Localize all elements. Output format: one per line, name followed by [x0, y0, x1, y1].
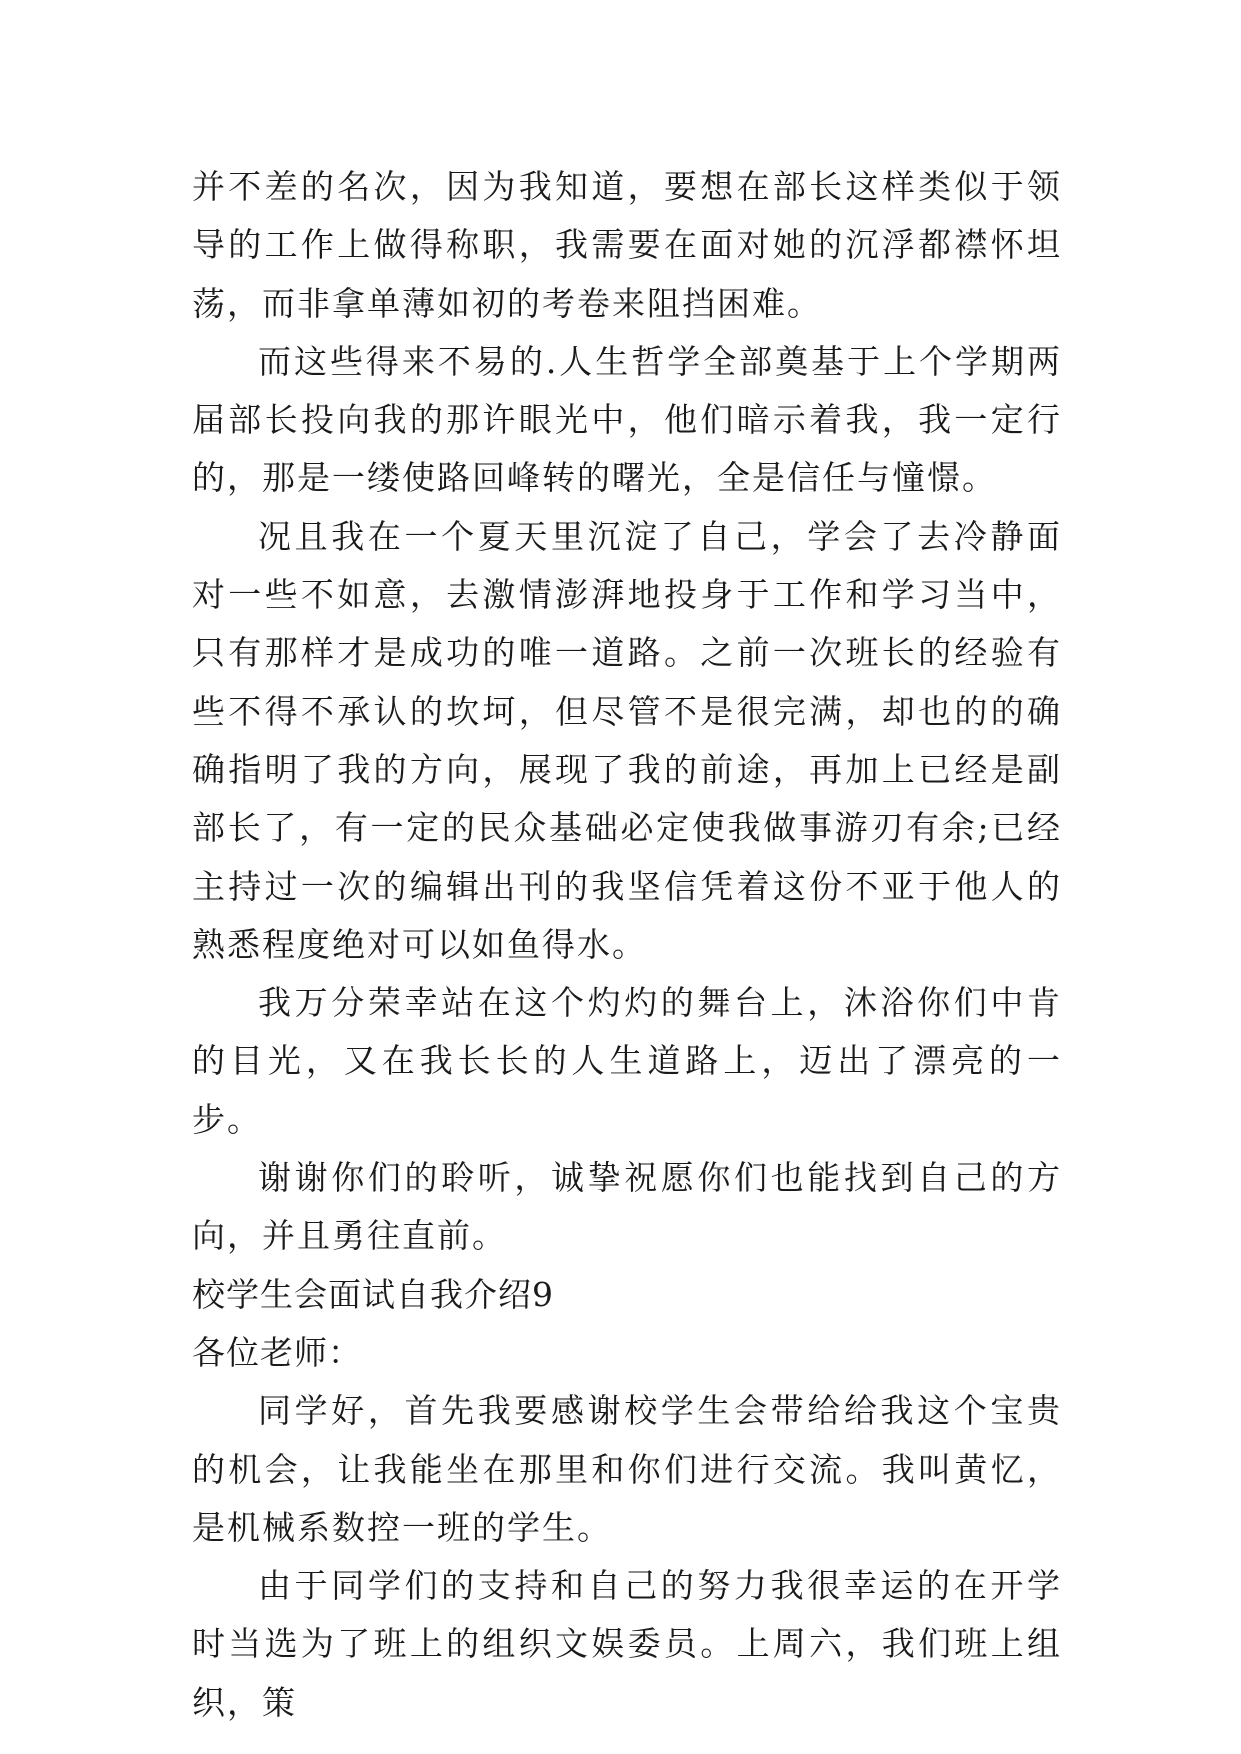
- paragraph-thanks: 谢谢你们的聆听，诚挚祝愿你们也能找到自己的方向，并且勇往直前。: [192, 1158, 1062, 1256]
- paragraph-ranking: 并不差的名次，因为我知道，要想在部长这样类似于领导的工作上做得称职，我需要在面对她的沉浮都襟怀坦荡，而非拿单薄如初的考卷来阻挡困难。: [192, 167, 1062, 323]
- document-body: [192, 158, 1062, 1732]
- paragraph-introduction: 同学好，首先我要感谢校学生会带给给我这个宝贵的机会，让我能坐在那里和你们进行交流。我叫黄忆，是机械系数控一班的学生。: [192, 1391, 1062, 1547]
- salutation: 各位老师：: [192, 1332, 362, 1372]
- section-heading: 校学生会面试自我介绍9: [192, 1274, 554, 1314]
- paragraph-class-committee: 由于同学们的支持和自己的努力我很幸运的在开学时当选为了班上的组织文娱委员。上周六，我们班上组织，策: [192, 1566, 1062, 1722]
- paragraph-summer-growth: 况且我在一个夏天里沉淀了自己，学会了去冷静面对一些不如意，去激情澎湃地投身于工作和学习当中，只有那样才是成功的唯一道路。之前一次班长的经验有些不得不承认的坎坷，但尽管不是很完满，却也的的确确指明了我的方向，展现了我的前途，再加上已经是副部长了，有一定的民众基础必定使我做事游刃有余;已经主持过一次的编辑出刊的我坚信凭着这份不亚于他人的熟悉程度绝对可以如鱼得水。: [192, 516, 1062, 964]
- paragraph-stage: 我万分荣幸站在这个灼灼的舞台上，沐浴你们中肯的目光，又在我长长的人生道路上，迈出了漂亮的一步。: [192, 983, 1062, 1139]
- paragraph-life-philosophy: 而这些得来不易的.人生哲学全部奠基于上个学期两届部长投向我的那许眼光中，他们暗示着我，我一定行的，那是一缕使路回峰转的曙光，全是信任与憧憬。: [192, 341, 1062, 498]
